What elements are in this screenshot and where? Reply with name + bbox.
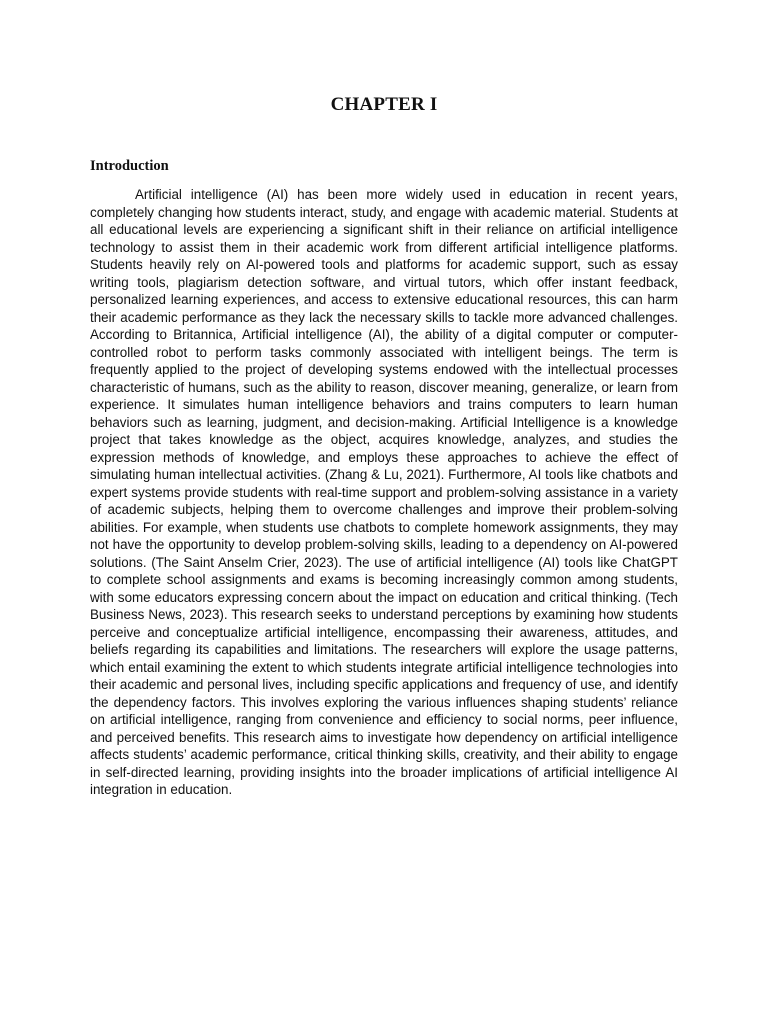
section-heading: Introduction: [90, 158, 169, 174]
introduction-paragraph: Artificial intelligence (AI) has been more widely used in education in recent years, completely changing how students interact, study, and engage with academic material. Students at all educational levels are experiencing a significant shift in their reliance on artificial intelligence technology to assist them in their academic work from different artificial intelligence platforms. Students heavily rely on AI-powered tools and platforms for academic support, such as essay writing tools, plagiarism detection software, and virtual tutors, which offer instant feedback, personalized learning experiences, and access to extensive educational resources, this can harm their academic performance as they lack the necessary skills to tackle more advanced challenges. According to Britannica, Artificial intelligence (AI), the ability of a digital computer or computer-controlled robot to perform tasks commonly associated with intelligent beings. The term is frequently applied to the project of developing systems endowed with the intellectual processes characteristic of humans, such as the ability to reason, discover meaning, generalize, or learn from experience. It simulates human intelligence behaviors and trains computers to learn human behaviors such as learning, judgment, and decision-making. Artificial Intelligence is a knowledge project that takes knowledge as the object, acquires knowledge, analyzes, and studies the expression methods of knowledge, and employs these approaches to achieve the effect of simulating human intellectual activities. (Zhang & Lu, 2021). Furthermore, AI tools like chatbots and expert systems provide students with real-time support and problem-solving assistance in a variety of academic subjects, helping them to overcome challenges and improve their problem-solving abilities. For example, when students use chatbots to complete homework assignments, they may not have the opportunity to develop problem-solving skills, leading to a dependency on AI-powered solutions. (The Saint Anselm Crier, 2023). The use of artificial intelligence (AI) tools like ChatGPT to complete school assignments and exams is becoming increasingly common among students, with some educators expressing concern about the impact on education and critical thinking. (Tech Business News, 2023). This research seeks to understand perceptions by examining how students perceive and conceptualize artificial intelligence, encompassing their awareness, attitudes, and beliefs regarding its capabilities and limitations. The researchers will explore the usage patterns, which entail examining the extent to which students integrate artificial intelligence technologies into their academic and personal lives, including specific applications and frequency of use, and identify the dependency factors. This involves exploring the various influences shaping students’ reliance on artificial intelligence, ranging from convenience and efficiency to social norms, peer influence, and perceived benefits. This research aims to investigate how dependency on artificial intelligence affects students’ academic performance, critical thinking skills, creativity, and their ability to engage in self-directed learning, providing insights into the broader implications of artificial intelligence AI integration in education.: [90, 187, 678, 797]
chapter-title: CHAPTER I: [330, 94, 438, 115]
